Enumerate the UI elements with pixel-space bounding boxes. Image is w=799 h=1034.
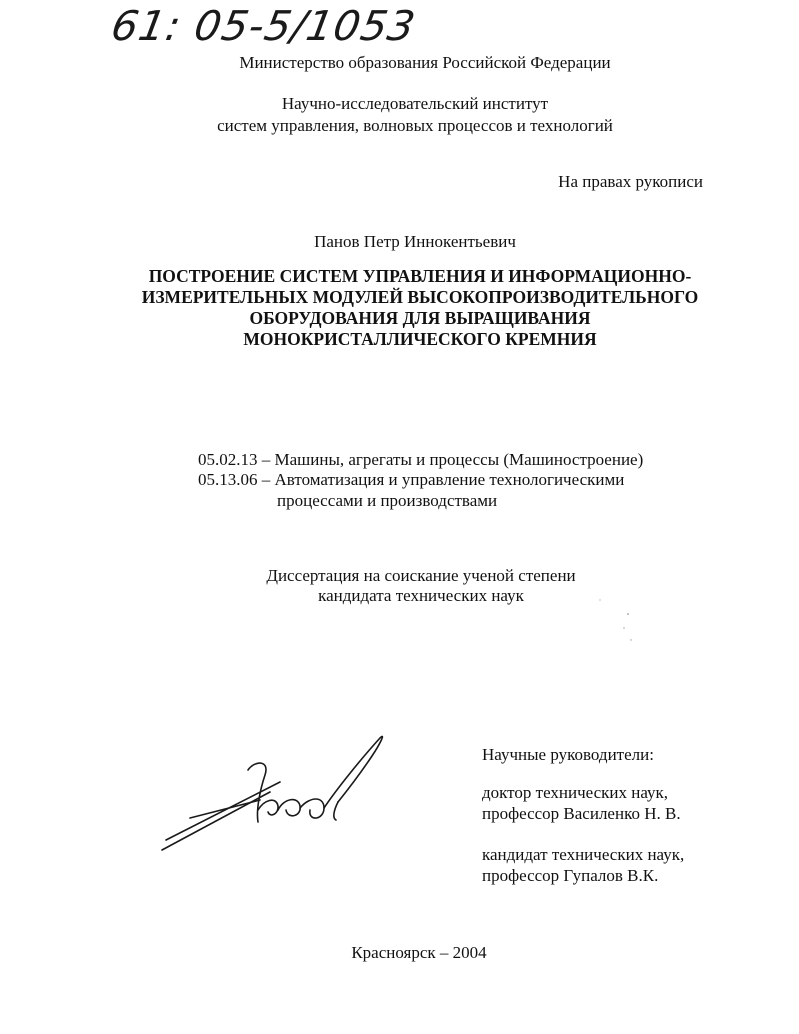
- manuscript-rights-note: На правах рукописи: [558, 172, 703, 191]
- supervisor-2-degree: кандидат технических наук,: [482, 845, 685, 864]
- supervisor-1-name: профессор Василенко Н. В.: [482, 804, 681, 823]
- degree-line2: кандидата технических наук: [318, 586, 524, 605]
- title-line: ПОСТРОЕНИЕ СИСТЕМ УПРАВЛЕНИЯ И ИНФОРМАЦИОННО-: [148, 266, 692, 286]
- city-year: Красноярск – 2004: [351, 943, 487, 962]
- institute-name-line1: Научно-исследовательский институт: [281, 94, 549, 113]
- specialty-1: 05.02.13 – Машины, агрегаты и процессы (Машиностроение): [198, 450, 644, 469]
- specialty-2-line2: процессами и производствами: [277, 491, 498, 510]
- title-line: МОНОКРИСТАЛЛИЧЕСКОГО КРЕМНИЯ: [243, 329, 597, 349]
- supervisors-heading: Научные руководители:: [482, 745, 654, 764]
- title-line: ИЗМЕРИТЕЛЬНЫХ МОДУЛЕЙ ВЫСОКОПРОИЗВОДИТЕЛЬНОГО: [141, 287, 699, 307]
- specialty-2-line1: 05.13.06 – Автоматизация и управление технологическими: [198, 470, 625, 489]
- supervisor-1-degree: доктор технических наук,: [482, 783, 669, 802]
- institute-name-line2: систем управления, волновых процессов и технологий: [217, 116, 613, 135]
- ministry-name: Министерство образования Российской Федерации: [239, 53, 611, 72]
- handwritten-registration-number: 61: 05-5/1053: [107, 2, 420, 50]
- degree-line1: Диссертация на соискание ученой степени: [266, 566, 576, 585]
- supervisor-2-name: профессор Гупалов В.К.: [482, 866, 659, 885]
- title-line: ОБОРУДОВАНИЯ ДЛЯ ВЫРАЩИВАНИЯ: [249, 308, 591, 328]
- author-name: Панов Петр Иннокентьевич: [314, 232, 516, 251]
